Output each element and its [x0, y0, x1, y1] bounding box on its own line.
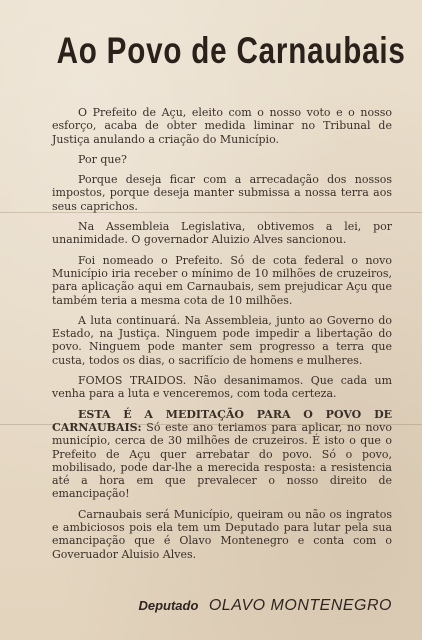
paragraph-intro: O Prefeito de Açu, eleito com o nosso voto e o nosso esforço, acaba de obter medida liminar no Tribunal de Justiça anulando a criação do Município.	[52, 106, 392, 146]
pamphlet-body	[52, 106, 392, 568]
signature	[138, 597, 392, 615]
paragraph-mayor: Foi nomeado o Prefeito. Só de cota federal o novo Município iria receber o mínimo de 10 milhões de cruzeiros, para aplicação aqui em Carnaubais, sem prejudicar Açu que também teria a mesma cota de 10 milhões.	[52, 253, 392, 307]
paragraph-closing: Carnaubais será Município, queiram ou não os ingratos e ambiciosos pois ela tem um Deputado para lutar pela sua emancipação que é Olavo Montenegro e conta com o Goveruador Aluisio Alves.	[52, 507, 392, 561]
paragraph-betrayed: FOMOS TRAIDOS. Não desanimamos. Que cada um venha para a luta e venceremos, com toda certeza.	[52, 374, 392, 401]
pamphlet-title: Ao Povo de Carnaubais	[56, 30, 406, 71]
paragraph-assembly: Na Assembleia Legislativa, obtivemos a lei, por unanimidade. O governador Aluizio Alves sancionou.	[52, 220, 392, 247]
meditation-text: Só este ano teriamos para aplicar, no novo município, cerca de 30 milhões de cruzeiros. É isto o que o Prefeito de Açu quer arrebatar do povo. Só o povo, mobilisado, pode dar-lhe a merecida resposta: a resistencia até a hora em que prevalecer o nosso direito de emancipação!	[52, 420, 392, 501]
paragraph-reason: Porque deseja ficar com a arrecadação dos nossos impostos, porque deseja manter submissa a nossa terra aos seus caprichos.	[52, 173, 392, 213]
paragraph-question: Por que?	[78, 152, 127, 166]
signature-role: Deputado	[138, 598, 199, 613]
paragraph-meditation	[52, 408, 392, 501]
paragraph-struggle: A luta continuará. Na Assembleia, junto ao Governo do Estado, na Justiça. Ninguem pode impedir a libertação do povo. Ninguem pode manter sem progresso a terra que custa, todos os dias, o sacrifício de homens e mulheres.	[52, 313, 392, 367]
signature-name: OLAVO MONTENEGRO	[208, 597, 392, 614]
meditation-lead: ESTA É A MEDITAÇÃO PARA O POVO DE CARNAUBAIS:	[52, 407, 392, 434]
